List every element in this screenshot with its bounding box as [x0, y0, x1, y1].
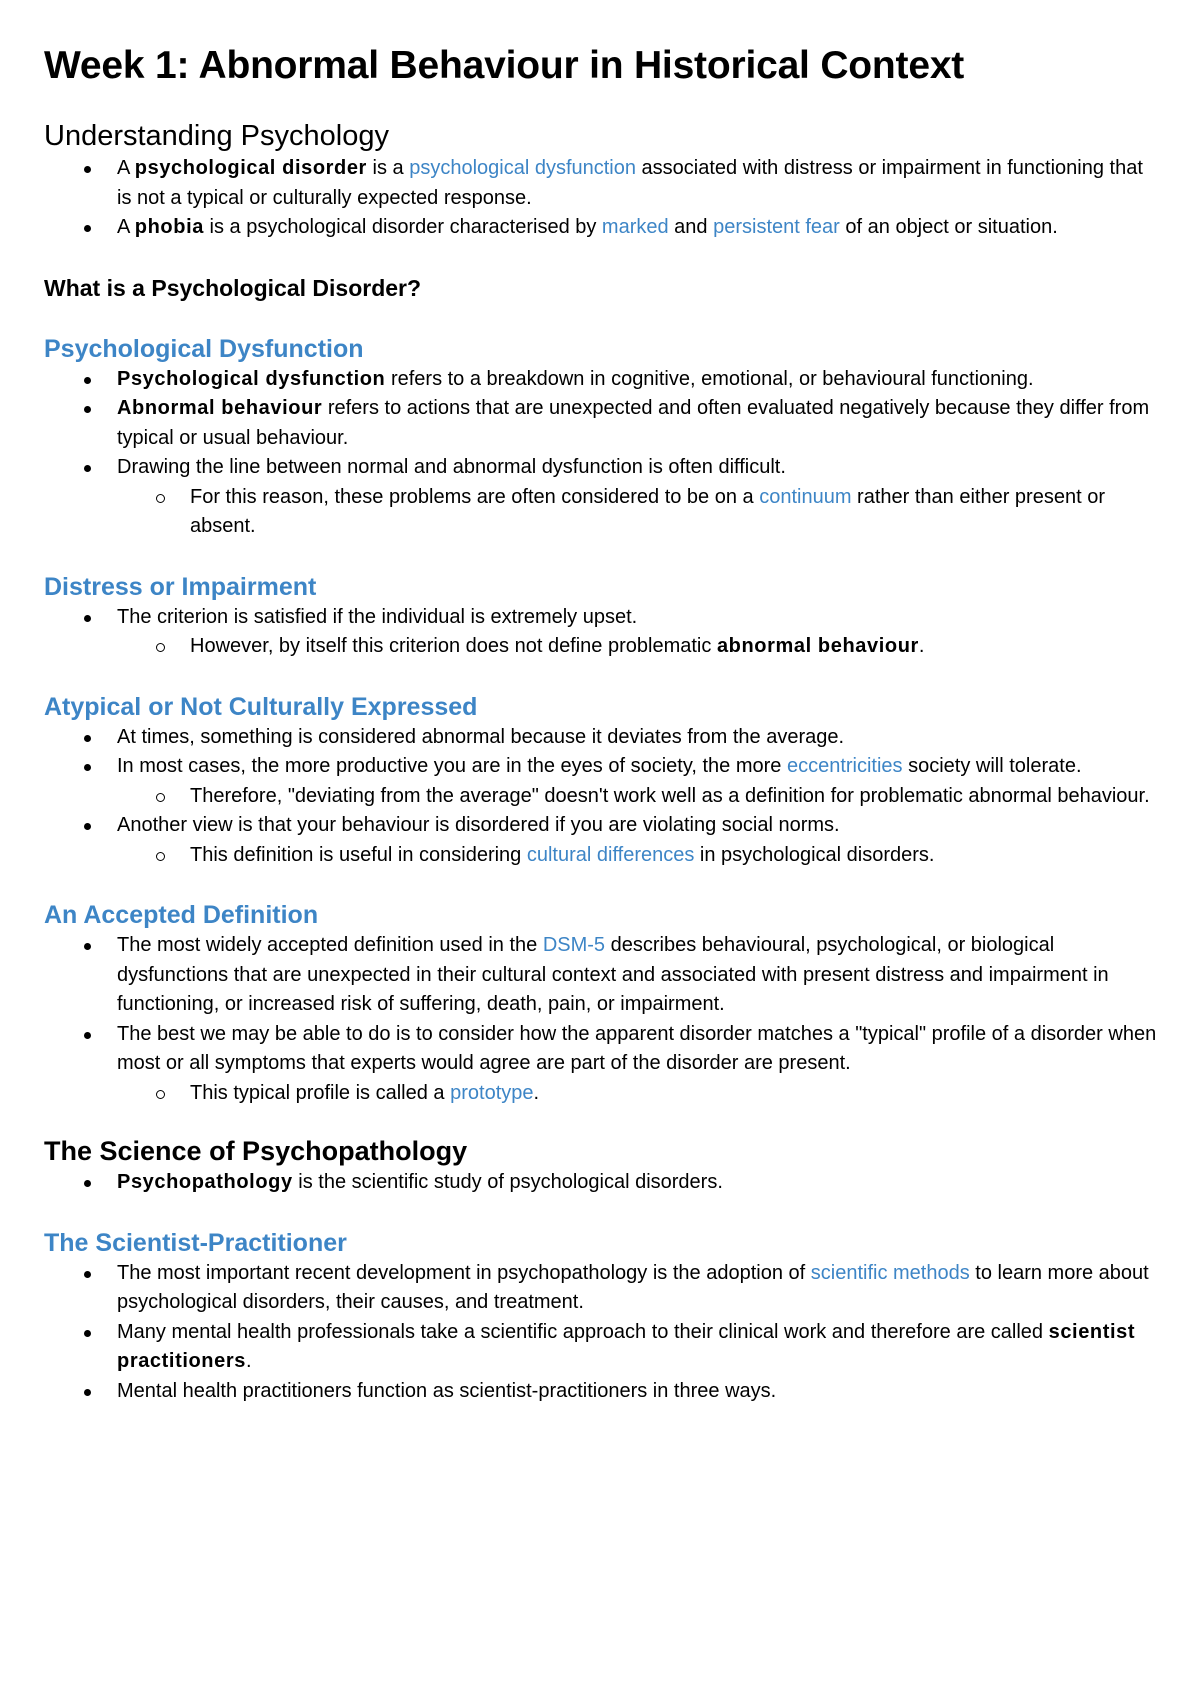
- text: The most widely accepted definition used in the: [117, 934, 543, 956]
- text: .: [245, 1350, 252, 1372]
- text: Drawing the line between normal and abnormal dysfunction is often difficult.: [117, 456, 786, 478]
- text: Therefore, "deviating from the average" doesn't work well as a definition for problematic abnormal behaviour.: [190, 784, 1150, 807]
- highlight-eccentricities: eccentricities: [786, 755, 903, 777]
- term-scientist-practitioners: scientist practitioners: [117, 1320, 1136, 1372]
- subsection-heading-accepted-definition: An Accepted Definition: [44, 901, 319, 929]
- list-item: [44, 394, 1160, 453]
- subsection-heading-scientist-practitioner: The Scientist-Practitioner: [44, 1228, 347, 1257]
- list-item: [44, 1377, 1160, 1407]
- sub-list-item: [44, 632, 1160, 662]
- term-psychological-disorder: psychological disorder: [134, 157, 367, 179]
- list-item: [44, 931, 1160, 1020]
- text: At times, something is considered abnormal because it deviates from the average.: [117, 725, 845, 748]
- section-heading-science-of-psychopathology: The Science of Psychopathology: [44, 1136, 468, 1166]
- term-abnormal-behaviour: Abnormal behaviour: [117, 397, 323, 419]
- highlight-psychological-dysfunction: psychological dysfunction: [409, 157, 636, 179]
- term-psychological-dysfunction: Psychological dysfunction: [117, 367, 386, 390]
- text: society will tolerate.: [902, 755, 1082, 777]
- list-item: [44, 723, 1160, 753]
- highlight-scientific-methods: scientific methods: [810, 1261, 970, 1284]
- scientist-list: [44, 1259, 1160, 1407]
- text: A: [117, 216, 135, 238]
- sub-list-item: [44, 782, 1160, 812]
- text: For this reason, these problems are often considered to be on a: [190, 485, 760, 508]
- text: In most cases, the more productive you are in the eyes of society, the more: [117, 755, 787, 777]
- highlight-cultural-differences: cultural differences: [526, 843, 695, 866]
- term-abnormal-behaviour: abnormal behaviour: [716, 635, 919, 657]
- text: and: [668, 216, 714, 238]
- text: of an object or situation.: [839, 216, 1058, 238]
- list-item: [44, 1318, 1160, 1377]
- subsection-heading-distress: Distress or Impairment: [44, 572, 317, 601]
- sub-list-item: [44, 483, 1160, 542]
- text: The criterion is satisfied if the individual is extremely upset.: [117, 605, 638, 628]
- text: associated with distress or impairment in functioning that is not a typical or culturally expected response.: [117, 157, 1143, 209]
- text: This typical profile is called a: [190, 1081, 451, 1104]
- text: to learn more about psychological disorders, their causes, and treatment.: [117, 1261, 1149, 1313]
- text: Mental health practitioners function as scientist-practitioners in three ways.: [117, 1379, 777, 1402]
- page-title: Week 1: Abnormal Behaviour in Historical Context: [44, 44, 965, 87]
- highlight-prototype: prototype: [450, 1081, 534, 1104]
- text: The best we may be able to do is to consider how the apparent disorder matches a "typical" profile of a disorder when most or all symptoms that experts would agree are part of the disorder are present.: [117, 1022, 1157, 1074]
- list-item: [44, 811, 1160, 841]
- section-heading-what-is: What is a Psychological Disorder?: [44, 274, 422, 301]
- list-item: [44, 213, 1160, 243]
- sub-list-item: [44, 1079, 1160, 1109]
- understanding-list: [44, 154, 1160, 243]
- list-item: [44, 1020, 1160, 1079]
- text: is the scientific study of psychological disorders.: [292, 1171, 723, 1193]
- text: rather than either present or absent.: [190, 485, 1105, 537]
- text: refers to actions that are unexpected and often evaluated negatively because they differ from typical or usual behaviour.: [117, 397, 1150, 449]
- dysfunction-list: [44, 365, 1160, 542]
- list-item: [44, 453, 1160, 483]
- term-phobia: phobia: [134, 216, 204, 238]
- text: is a psychological disorder characterised by: [203, 216, 602, 238]
- text: .: [918, 635, 925, 657]
- highlight-continuum: continuum: [759, 485, 852, 508]
- list-item: [44, 603, 1160, 633]
- list-item: [44, 752, 1160, 782]
- list-item: [44, 1168, 1160, 1198]
- distress-list: [44, 603, 1160, 662]
- text: The most important recent development in psychopathology is the adoption of: [117, 1261, 811, 1284]
- text: .: [533, 1081, 540, 1104]
- text: describes behavioural, psychological, or biological dysfunctions that are unexpected in their cultural context and associated with present distress and impairment in functioning, or increased risk of suffering, death, pain, or impairment.: [117, 934, 1109, 1015]
- section-heading-understanding-psychology: Understanding Psychology: [44, 120, 389, 152]
- subsection-heading-psychological-dysfunction: Psychological Dysfunction: [44, 334, 364, 363]
- text: in psychological disorders.: [694, 843, 935, 866]
- term-psychopathology: Psychopathology: [117, 1171, 293, 1193]
- text: refers to a breakdown in cognitive, emotional, or behavioural functioning.: [385, 367, 1034, 390]
- text: is a: [366, 157, 410, 179]
- accepted-list: [44, 931, 1160, 1108]
- highlight-marked: marked: [601, 216, 669, 238]
- atypical-list: [44, 723, 1160, 871]
- text: Many mental health professionals take a scientific approach to their clinical work and therefore are called: [117, 1320, 1049, 1343]
- text: This definition is useful in considering: [190, 843, 527, 866]
- text: A: [117, 157, 135, 179]
- sub-list-item: [44, 841, 1160, 871]
- highlight-persistent-fear: persistent fear: [713, 216, 840, 238]
- list-item: [44, 154, 1160, 213]
- list-item: [44, 1259, 1160, 1318]
- list-item: [44, 365, 1160, 395]
- text: However, by itself this criterion does not define problematic: [190, 635, 717, 657]
- text: Another view is that your behaviour is disordered if you are violating social norms.: [117, 814, 840, 836]
- highlight-dsm-5: DSM-5: [542, 934, 606, 956]
- subsection-heading-atypical: Atypical or Not Culturally Expressed: [44, 692, 478, 721]
- science-list: [44, 1168, 1160, 1198]
